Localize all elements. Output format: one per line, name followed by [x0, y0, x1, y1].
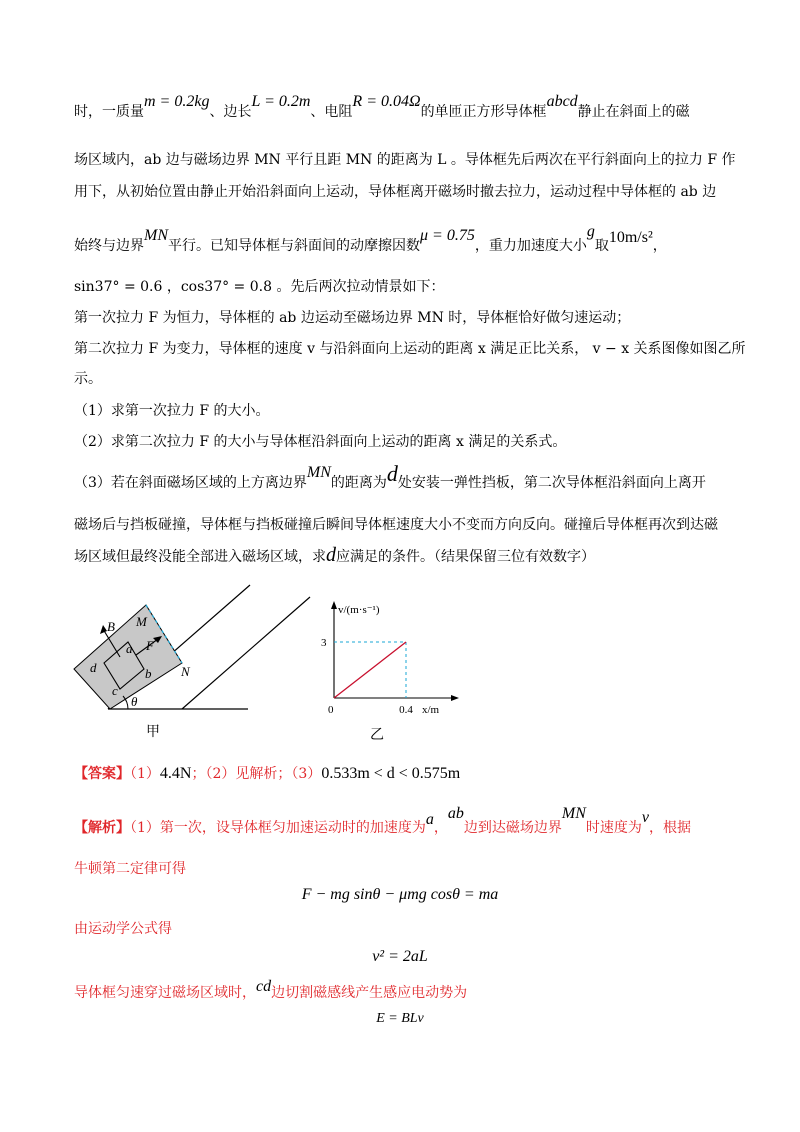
label-m: M — [136, 614, 147, 629]
analysis-line-1 — [74, 805, 692, 838]
y-axis-label: v/(m·s⁻¹) — [338, 604, 380, 616]
a-label: a — [425, 811, 434, 828]
answer-tag: 【答案】 — [74, 766, 130, 782]
label-d: d — [90, 660, 97, 675]
mn-label: MN — [561, 805, 586, 822]
problem-line-8: 示。 — [74, 371, 102, 387]
answer-line — [74, 764, 460, 784]
text: 取 — [594, 238, 609, 254]
y-tick-label: 3 — [321, 637, 327, 649]
b-arrowhead — [100, 625, 107, 634]
problem-line-2: 场区域内，ab 边与磁场边界 MN 平行且距 MN 的距离为 L 。导体框先后两次在平行斜面向上的拉力 F 作 — [74, 152, 736, 168]
g-value: 10m/s² — [608, 229, 653, 246]
caption-yi: 乙 — [370, 727, 384, 743]
text: ，重力加速度大小 — [474, 238, 587, 254]
equation-emf: E = BLv — [376, 1011, 424, 1026]
text: 处安装一弹性挡板，第二次导体框沿斜面向上离开 — [397, 475, 706, 491]
abcd-label: abcd — [546, 93, 578, 110]
analysis-line-2: 牛顿第二定律可得 — [74, 861, 186, 877]
equation-kinematics: v² = 2aL — [372, 948, 428, 965]
problem-line-5: sin37° = 0.6 ，cos37° = 0.8 。先后两次拉动情景如下： — [74, 279, 445, 295]
text: 时，一质量 — [74, 104, 144, 120]
text: （1） — [130, 766, 160, 782]
label-b: b — [145, 666, 152, 681]
answer-1-value: 4.4N — [159, 765, 192, 782]
answer-3-value: 0.533m < d < 0.575m — [321, 765, 461, 782]
analysis-tag: 【解析】 — [74, 820, 130, 836]
text: 场区域但最终没能全部进入磁场区域，求 — [74, 549, 326, 565]
text: 平行。已知导体框与斜面间的动摩擦因数 — [168, 238, 420, 254]
label-f: F — [146, 638, 154, 653]
magnetic-region — [74, 605, 182, 709]
problem-line-6: 第一次拉力 F 为恒力，导体框的 ab 边运动至磁场边界 MN 时，导体框恰好做匀速运动； — [74, 310, 631, 326]
cd-label: cd — [256, 978, 272, 995]
text: 、边长 — [209, 104, 252, 120]
problem-line-1 — [74, 93, 690, 122]
figure-yi-chart — [310, 597, 470, 762]
y-axis-arrow — [331, 601, 337, 609]
analysis-line-3: 由运动学公式得 — [74, 921, 172, 937]
question-3-line-2: 磁场后与挡板碰撞，导体框与挡板碰撞后瞬间导体框速度大小不变而方向反向。碰撞后导体框再次到达磁 — [74, 517, 718, 533]
label-c: c — [112, 683, 118, 698]
label-b-field: B — [107, 619, 115, 634]
g-label: g — [586, 223, 595, 240]
question-2: （2）求第二次拉力 F 的大小与导体框沿斜面向上运动的距离 x 满足的关系式。 — [74, 434, 567, 450]
label-theta: θ — [131, 694, 138, 709]
figure-jia — [74, 585, 314, 745]
mass-value: m = 0.2kg — [144, 93, 210, 110]
problem-line-7: 第二次拉力 F 为变力，导体框的速度 v 与沿斜面向上运动的距离 x 满足正比关系， v − x 关系图像如图乙所 — [74, 341, 746, 357]
text: 边到达磁场边界 — [463, 820, 562, 836]
question-1: （1）求第一次拉力 F 的大小。 — [74, 403, 270, 419]
origin-label: 0 — [328, 704, 334, 716]
label-a: a — [126, 641, 133, 656]
x-axis-label: x/m — [422, 704, 440, 716]
v-label: v — [641, 809, 650, 826]
series-line — [334, 642, 406, 698]
problem-line-3: 用下，从初始位置由静止开始沿斜面向上运动，导体框离开磁场时撤去拉力，运动过程中导体框的 ab 边 — [74, 184, 717, 200]
text: 应满足的条件。（结果保留三位有效数字） — [336, 549, 595, 565]
text: 边切割磁感线产生感应电动势为 — [271, 985, 468, 1001]
side-value: L = 0.2m — [251, 93, 311, 110]
text: 的单匝正方形导体框 — [420, 104, 547, 120]
text: ，根据 — [649, 820, 692, 836]
caption-jia: 甲 — [146, 724, 160, 740]
mu-value: μ = 0.75 — [420, 227, 475, 244]
text: ， — [652, 238, 667, 254]
text: （3）若在斜面磁场区域的上方离边界 — [74, 475, 307, 491]
text: 、电阻 — [310, 104, 353, 120]
resistance-value: R = 0.04Ω — [352, 93, 421, 110]
ab-label: ab — [447, 805, 464, 822]
question-3-line-1 — [74, 461, 706, 493]
text: 的距离为 — [330, 475, 387, 491]
text: 始终与边界 — [74, 238, 144, 254]
text: 静止在斜面上的磁 — [577, 104, 690, 120]
x-tick-label: 0.4 — [399, 704, 413, 716]
analysis-line-4 — [74, 978, 468, 1003]
mn-label: MN — [144, 227, 168, 244]
label-n: N — [181, 664, 190, 679]
text: （1）第一次，设导体框匀加速运动时的加速度为 — [130, 820, 426, 836]
problem-line-4 — [74, 223, 667, 256]
text: 时速度为 — [585, 820, 642, 836]
text: 导体框匀速穿过磁场区域时， — [74, 985, 256, 1001]
d-label: d — [326, 544, 336, 566]
text: ；（2）见解析；（3） — [191, 766, 322, 782]
incline-lower-edge — [182, 597, 310, 709]
d-label: d — [386, 461, 398, 486]
question-3-line-3 — [74, 545, 595, 567]
x-axis-arrow — [451, 695, 459, 701]
mn-label: MN — [306, 464, 331, 481]
text: ， — [433, 820, 448, 836]
equation-newton: F − mg sinθ − μmg cosθ = ma — [301, 886, 499, 903]
